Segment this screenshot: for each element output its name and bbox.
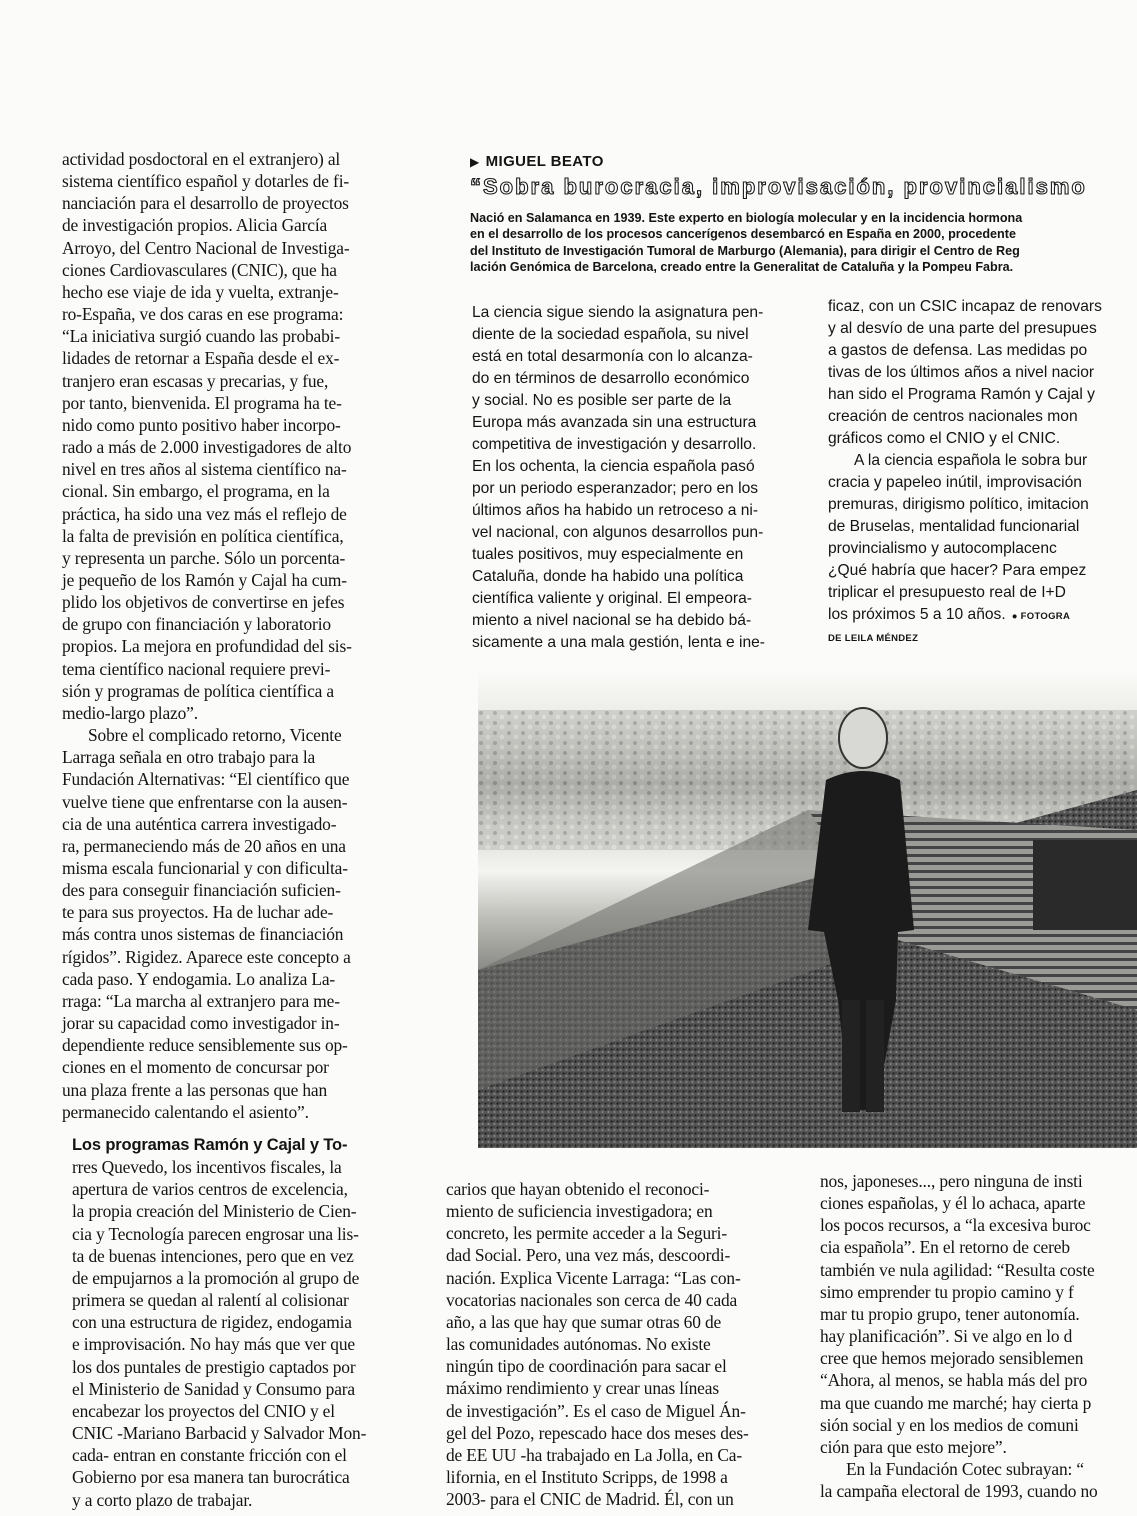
text-line: nivel en tres años al sistema científico na- [62, 459, 347, 480]
text-line: vocatorias nacionales son cerca de 40 cada [446, 1289, 738, 1310]
text-line: cree que hemos mejorado sensiblemen [820, 1348, 1084, 1369]
text-line: práctica, ha sido una vez más el reflejo de [62, 503, 347, 524]
text-line: vuelve tiene que enfrentarse con la ausen- [62, 791, 348, 812]
text-line: del Instituto de Investigación Tumoral de Marburgo (Alemania), para dirigir el Centro de Reg [470, 243, 1020, 258]
text-line: Fundación Alternativas: “El científico que [62, 769, 350, 790]
text-line: misma escala funcionarial y con dificulta- [62, 858, 348, 878]
text-line: tuales positivos, muy especialmente en [472, 546, 744, 563]
text-line: mar tu propio grupo, tener autonomía. [820, 1303, 1080, 1324]
text-line: gráficos como el CNIO y el CNIC. [828, 430, 1061, 447]
text-line: lidades de retornar a España desde el ex- [62, 348, 340, 369]
text-line: actividad posdoctoral en el extranjero) al [62, 149, 341, 169]
text-line: jorar su capacidad como investigador in- [62, 1013, 340, 1034]
text-line: sicamente a una mala gestión, lenta e ine- [472, 634, 765, 651]
box-column-2 [828, 296, 1137, 650]
text-line: ciones Cardiovasculares (CNIC), que ha [62, 259, 337, 280]
text-line: los próximos 5 a 10 años. ● FOTOGRA [828, 606, 1071, 623]
text-line: lifornia, en el Instituto Scripps, de 1998 a [446, 1467, 728, 1488]
text-line: La ciencia sigue siendo la asignatura pen- [472, 304, 764, 321]
text-line: cional. Sin embargo, el programa, en la [62, 481, 330, 502]
text-line: y social. No es posible ser parte de la [472, 392, 732, 409]
text-line: ciones españolas, y él lo achaca, aparte [820, 1193, 1086, 1214]
text-line: nación. Explica Vicente Larraga: “Las con- [446, 1267, 741, 1288]
text-line: miento a nivel nacional se ha debido bá- [472, 612, 752, 629]
text-line: des para conseguir financiación suficien- [62, 880, 341, 901]
text-line: en el desarrollo de los procesos cancerígenos desembarcó en España en 2000, procedente [470, 227, 1016, 242]
text-line: el Ministerio de Sanidad y Consumo para [72, 1378, 355, 1399]
text-line: creación de centros nacionales mon [828, 408, 1078, 425]
text-line: rres Quevedo, los incentivos fiscales, la [72, 1157, 342, 1178]
triangle-bullet-icon: ▶ [470, 155, 480, 169]
text-line: cia y Tecnología parecen engrosar una lis- [72, 1223, 359, 1244]
text-line: rígidos”. Rigidez. Aparece este concepto a [62, 946, 351, 967]
text-line: diente de la sociedad española, su nivel [472, 326, 749, 343]
text-line: hecho ese viaje de ida y vuelta, extranje- [62, 281, 339, 302]
text-line: CNIC -Mariano Barbacid y Salvador Mon- [72, 1423, 367, 1444]
text-line: tranjero eran escasas y precarias, y fue, [62, 370, 329, 391]
text-line: año, a las que hay que sumar otras 60 de [446, 1311, 722, 1332]
text-line: Europa más avanzada sin una estructura [472, 414, 757, 431]
box-headline: “Sobra burocracia, improvisación, provincialismo [470, 174, 1087, 199]
text-line: simo emprender tu propio camino y f [820, 1281, 1074, 1302]
text-line: máximo rendimiento y crear unas líneas [446, 1378, 719, 1399]
text-line: ningún tipo de coordinación para sacar el [446, 1356, 727, 1377]
text-line: nanciación para el desarrollo de proyectos [62, 193, 349, 214]
bottom-middle-column [446, 1178, 796, 1510]
text-line: hay planificación”. Si ve algo en lo d [820, 1326, 1073, 1347]
text-line: Gobierno por esa manera tan burocrática [72, 1467, 350, 1488]
text-line: la propia creación del Ministerio de Cien- [72, 1201, 357, 1222]
text-line: nido como punto positivo haber incorpo- [62, 414, 341, 435]
text-line: ción para que esto mejore”. [820, 1436, 1007, 1457]
text-line: rado a más de 2.000 investigadores de alto [62, 437, 352, 458]
text-line: y al desvío de una parte del presupues [828, 320, 1097, 337]
left-column-top [62, 148, 422, 1123]
photo-illustration [478, 670, 1137, 1148]
text-line: de Bruselas, mentalidad funcionarial [828, 518, 1080, 535]
photo-credit-name: DE LEILA MÉNDEZ [828, 633, 919, 644]
text-line: también ve nula agilidad: “Resulta coste [820, 1259, 1095, 1280]
text-line: apertura de varios centros de excelencia, [72, 1179, 348, 1200]
text-line: “Ahora, al menos, se habla más del pro [820, 1370, 1088, 1391]
text-line: las comunidades autónomas. No existe [446, 1334, 711, 1355]
text-line: cracia y papeleo inútil, improvisación [828, 474, 1082, 491]
text-line: En la Fundación Cotec subrayan: “ [846, 1459, 1084, 1480]
text-line: encabezar los proyectos del CNIO y el [72, 1400, 335, 1421]
text-line: tema científico nacional requiere previ- [62, 658, 331, 679]
text-line: por un periodo esperanzador; pero en los [472, 480, 759, 497]
text-line: ciones en el momento de concursar por [62, 1057, 329, 1078]
bottom-right-column [820, 1170, 1137, 1502]
text-line: cada- entran en constante fricción con el [72, 1445, 347, 1466]
text-line: A la ciencia española le sobra bur [854, 452, 1088, 469]
text-line: propios. La mejora en profundidad del sis- [62, 636, 352, 657]
text-line: ra, permaneciendo más de 20 años en una [62, 835, 346, 856]
text-line: primera se quedan al ralentí al colisionar [72, 1290, 349, 1311]
text-line: a gastos de defensa. Las medidas po [828, 342, 1088, 359]
text-line: de EE UU -ha trabajado en La Jolla, en Ca- [446, 1444, 742, 1465]
text-line: y a corto plazo de trabajar. [72, 1489, 253, 1510]
text-line: 2003- para el CNIC de Madrid. Él, con un [446, 1489, 734, 1510]
box-intro [470, 210, 1022, 276]
text-line: Larraga señala en otro trabajo para la [62, 747, 316, 768]
text-line: Cataluña, donde ha habido una política [472, 568, 744, 585]
text-line: de grupo con financiación y laboratorio [62, 614, 331, 635]
text-line: plido los objetivos de convertirse en jefes [62, 592, 345, 613]
left-column-bottom [72, 1134, 422, 1511]
text-line: gel del Pozo, repescado hace dos meses des- [446, 1422, 749, 1443]
text-line: sión y programas de política científica a [62, 680, 334, 701]
text-line: la campaña electoral de 1993, cuando no [820, 1481, 1098, 1502]
text-line: de investigación”. Es el caso de Miguel Án- [446, 1400, 746, 1421]
text-line: rraga: “La marcha al extranjero para me- [62, 990, 340, 1011]
photo-scientist-on-roof [478, 670, 1137, 1148]
text-line: triplicar el presupuesto real de I+D [828, 584, 1066, 601]
text-line: ta de buenas intenciones, pero que en vez [72, 1245, 354, 1266]
photo-credit-prefix: ● FOTOGRA [1011, 611, 1071, 622]
text-line: cia de una auténtica carrera investigado- [62, 813, 337, 834]
text-line: de empujarnos a la promoción al grupo de [72, 1267, 360, 1288]
text-line: tivas de los últimos años a nivel nacior [828, 364, 1095, 381]
text-line: ficaz, con un CSIC incapaz de renovars [828, 298, 1102, 315]
text-line: la falta de previsión en política científica, [62, 525, 344, 546]
text-line: los dos puntales de prestigio captados por [72, 1356, 356, 1377]
box-byline [470, 153, 604, 170]
text-line: concreto, les permite acceder a la Seguri- [446, 1223, 727, 1244]
text-line: está en total desarmonía con lo alcanza- [472, 348, 753, 365]
text-line: e improvisación. No hay más que ver que [72, 1334, 355, 1355]
text-line: En los ochenta, la ciencia española pasó [472, 458, 755, 475]
text-line: dependiente reduce sensiblemente sus op- [62, 1035, 348, 1056]
text-line: premuras, dirigismo político, imitacion [828, 496, 1089, 513]
text-line: más contra unos sistemas de financiación [62, 924, 344, 945]
text-line: han sido el Programa Ramón y Cajal y [828, 386, 1095, 403]
text-line: con una estructura de rigidez, endogamia [72, 1312, 352, 1333]
text-line: Sobre el complicado retorno, Vicente [88, 725, 342, 746]
text-line: vel nacional, con algunos desarrollos pun- [472, 524, 764, 541]
text-line: Nació en Salamanca en 1939. Este experto en biología molecular y en la incidencia hormona [470, 211, 1023, 225]
text-line: ro-España, ve dos caras en ese programa: [62, 304, 344, 325]
text-line: sión social y en los medios de comuni [820, 1414, 1079, 1435]
text-line: una plaza frente a las personas que han [62, 1079, 328, 1100]
text-line: de investigación propios. Alicia García [62, 215, 328, 236]
text-line: cada paso. Y endogamia. Lo analiza La- [62, 968, 336, 989]
text-line: sistema científico español y dotarles de fi- [62, 171, 350, 192]
text-line: miento de suficiencia investigadora; en [446, 1201, 713, 1222]
text-line: ¿Qué habría que hacer? Para empez [828, 562, 1087, 579]
text-line: los pocos recursos, a “la excesiva buroc [820, 1215, 1091, 1236]
text-line: permanecido calentando el asiento”. [62, 1101, 309, 1122]
text-line: lación Genómica de Barcelona, creado entre la Generalitat de Cataluña y la Pompeu Fabra. [470, 260, 1014, 275]
text-line: ma que cuando me marché; hay cierta p [820, 1392, 1092, 1413]
text-line: dad Social. Pero, una vez más, descoordi- [446, 1245, 731, 1266]
text-line: Arroyo, del Centro Nacional de Investiga- [62, 237, 350, 258]
text-line: últimos años ha habido un retroceso a ni- [472, 502, 759, 519]
text-line: nos, japoneses..., pero ninguna de insti [820, 1171, 1083, 1191]
text-line: je pequeño de los Ramón y Cajal ha cum- [62, 569, 347, 590]
text-line: cia española”. En el retorno de cereb [820, 1237, 1070, 1258]
text-line: do en términos de desarrollo económico [472, 370, 750, 387]
byline-name: MIGUEL BEATO [485, 153, 604, 170]
text-line: por tanto, bienvenida. El programa ha te- [62, 392, 342, 413]
text-line: “La iniciativa surgió cuando las probabi- [62, 326, 340, 347]
text-line: te para sus proyectos. Ha de luchar ade- [62, 902, 334, 923]
text-line: y representa un parche. Sólo un porcenta- [62, 547, 346, 568]
section-lead-in: Los programas Ramón y Cajal y To- [72, 1136, 348, 1154]
text-line: científica valiente y original. El empeora- [472, 590, 752, 607]
text-line: medio-largo plazo”. [62, 702, 198, 723]
text-line: competitiva de investigación y desarrollo. [472, 436, 757, 453]
text-line: provincialismo y autocomplacenc [828, 540, 1057, 557]
box-column-1 [472, 302, 802, 654]
text-line: carios que hayan obtenido el reconoci- [446, 1179, 710, 1199]
